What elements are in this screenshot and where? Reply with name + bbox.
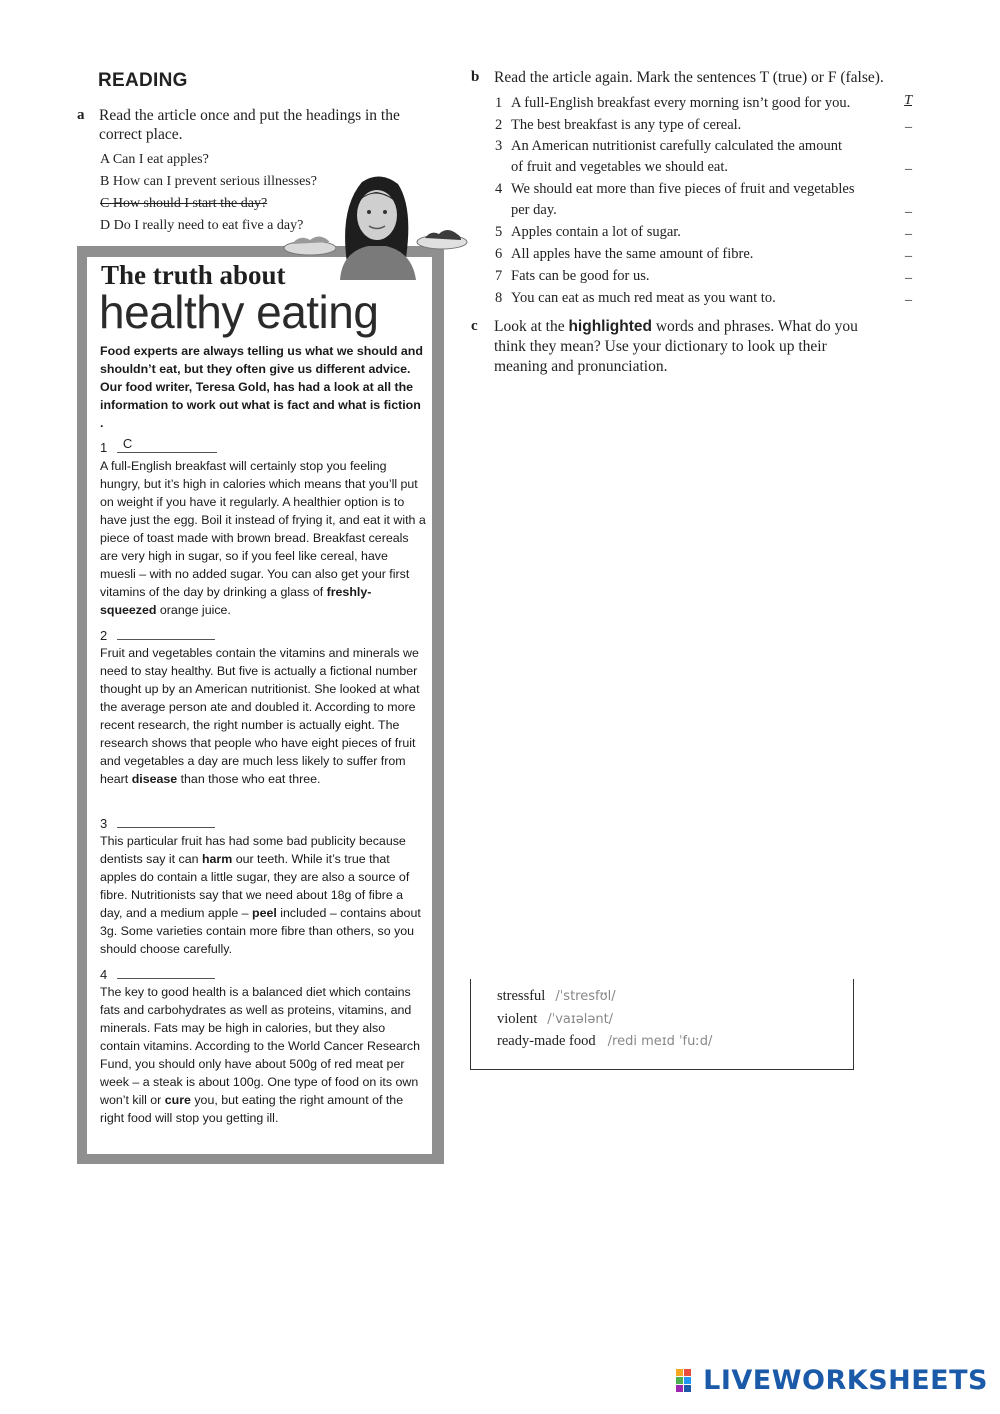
- highlighted-word: peel: [252, 906, 277, 920]
- statement-text: Apples contain a lot of sugar.: [511, 224, 681, 240]
- vocab-word: violent: [497, 1011, 538, 1027]
- section-2-heading: [100, 627, 215, 643]
- vocab-pronunciation: /ˈvaɪələnt/: [547, 1012, 614, 1027]
- heading-option-d: D Do I really need to eat five a day?: [100, 218, 304, 233]
- highlighted-word: harm: [201, 852, 233, 866]
- section-text: included – contains about 3g. Some varieties contain more fibre than others, so you should choose carefully.: [100, 906, 421, 956]
- statement-3: [495, 136, 842, 157]
- statement-text: A full-English breakfast every morning isn’t good for you.: [511, 95, 851, 111]
- liveworksheets-logo-text: LIVEWORKSHEETS: [703, 1365, 988, 1396]
- section-text: Fruit and vegetables contain the vitamins and minerals we need to stay healthy. But five is actually a fictional number thought up by an American nutritionist. She looked at what the average person ate and doubled it. According to more recent research, the right number is actually eight. The research shows that people who have eight pieces of fruit and vegetables a day are much less likely to suffer from heart: [100, 646, 420, 786]
- section-number: 1: [100, 440, 108, 455]
- vocab-entry-stressful: [497, 987, 616, 1005]
- question-b-instruction: Read the article again. Mark the sentences T (true) or F (false).: [494, 69, 884, 86]
- statement-4-cont: per day.: [511, 202, 557, 218]
- heading-blank[interactable]: [117, 815, 215, 828]
- statement-text: Fats can be good for us.: [511, 268, 650, 284]
- answer-field-7[interactable]: _: [905, 266, 912, 281]
- statement-3-cont: of fruit and vegetables we should eat.: [511, 159, 729, 175]
- answer-field-6[interactable]: _: [905, 244, 912, 259]
- highlighted-word: cure: [164, 1093, 191, 1107]
- statement-number: 7: [495, 268, 503, 284]
- statement-1: [495, 93, 850, 114]
- section-number: 2: [100, 628, 108, 643]
- statement-text: We should eat more than five pieces of fruit and vegetables: [511, 181, 855, 197]
- section-2-body: [100, 644, 426, 788]
- statement-4: [495, 179, 854, 200]
- heading-answer: C: [122, 436, 133, 451]
- question-c-line2: think they mean? Use your dictionary to look up their: [494, 338, 827, 355]
- statement-8: [495, 288, 776, 309]
- statement-6: [495, 244, 753, 265]
- answer-field-2[interactable]: _: [905, 115, 912, 130]
- vocab-pronunciation: /ˈstresfʊl/: [555, 989, 616, 1004]
- question-a-instruction: Read the article once and put the headings in the correct place.: [99, 107, 400, 143]
- liveworksheets-logo-icon: [676, 1369, 700, 1393]
- article-intro: Food experts are always telling us what we should and shouldn’t eat, but they often give us different advice. Our food writer, Teresa Gold, has had a look at all the information to work out what is fact and what is fiction .: [100, 344, 423, 430]
- question-c-line3: meaning and pronunciation.: [494, 358, 668, 375]
- section-1-heading: [100, 436, 217, 455]
- section-text: orange juice.: [156, 603, 231, 617]
- statement-text: An American nutritionist carefully calculated the amount: [511, 138, 842, 154]
- heading-option-c: C How should I start the day?: [100, 196, 268, 211]
- woman-with-food-photo: [280, 170, 470, 280]
- answer-field-1[interactable]: T: [904, 93, 912, 108]
- vocab-entry-violent: [497, 1010, 613, 1028]
- answer-field-8[interactable]: _: [905, 288, 912, 303]
- vocab-word: ready-made food: [497, 1033, 596, 1049]
- section-text: you, but eating the right amount of the right food will stop you getting ill.: [100, 1093, 404, 1125]
- vocab-pronunciation: /redi meɪd ˈfuːd/: [607, 1034, 713, 1049]
- statement-number: 1: [495, 95, 503, 111]
- statement-number: 6: [495, 246, 503, 262]
- question-b-letter: b: [471, 69, 480, 85]
- section-text: This particular fruit has had some bad publicity because dentists say it can: [100, 834, 406, 866]
- heading-blank[interactable]: [117, 966, 215, 979]
- statement-5: [495, 222, 681, 243]
- question-c-line1: [494, 317, 858, 336]
- section-heading: READING: [98, 70, 188, 91]
- statement-text: You can eat as much red meat as you want to.: [511, 290, 776, 306]
- answer-field-4[interactable]: _: [905, 200, 912, 215]
- question-c-text: words and phrases. What do you: [651, 318, 858, 335]
- statement-number: 8: [495, 290, 503, 306]
- statement-text: The best breakfast is any type of cereal.: [511, 117, 742, 133]
- liveworksheets-logo: [676, 1365, 988, 1396]
- statement-7: [495, 266, 650, 287]
- question-a-letter: a: [77, 107, 85, 123]
- section-4-body: [100, 983, 426, 1127]
- heading-blank[interactable]: [117, 627, 215, 640]
- statement-2: [495, 115, 741, 136]
- section-4-heading: [100, 966, 215, 982]
- answer-field-5[interactable]: _: [905, 222, 912, 237]
- heading-option-a: A Can I eat apples?: [100, 152, 209, 167]
- section-number: 4: [100, 967, 108, 982]
- vocab-word: stressful: [497, 988, 546, 1004]
- article-title-line2: healthy eating: [99, 286, 379, 338]
- statement-text: All apples have the same amount of fibre.: [511, 246, 754, 262]
- section-text: our teeth. While it’s true that apples do contain a little sugar, they are also a source of fibre. Nutritionists say that we need about 18g of fibre a day, and a medium apple –: [100, 852, 410, 920]
- statement-number: 4: [495, 181, 503, 197]
- statement-number: 3: [495, 138, 503, 154]
- section-3-body: [100, 832, 426, 958]
- highlighted-word: disease: [131, 772, 178, 786]
- section-text: The key to good health is a balanced diet which contains fats and carbohydrates as well as proteins, vitamins, and minerals. Fats may be high in calories, but they also contain vitamins. According to the World Cancer Research Fund, you should only have about 500g of red meat per week – a steak is about 100g. One type of food on its own won’t kill or: [100, 985, 421, 1107]
- section-1-body: [100, 457, 426, 619]
- question-c-text: Look at the: [494, 318, 569, 335]
- section-text: A full-English breakfast will certainly stop you feeling hungry, but it’s high in calories which means that you’ll put on weight if you have it regularly. A healthier option is to have just the egg. Boil it instead of frying it, and eat it with a piece of toast made with brown bread. Breakfast cereals are very high in sugar, so if you feel like cereal, have muesli – with no added sugar. You can also get your first vitamins of the day by drinking a glass of: [100, 459, 426, 599]
- vocab-entry-ready-made-food: [497, 1032, 712, 1050]
- statement-number: 5: [495, 224, 503, 240]
- statement-number: 2: [495, 117, 503, 133]
- heading-blank[interactable]: [117, 436, 217, 453]
- question-c-letter: c: [471, 318, 478, 334]
- section-text: than those who eat three.: [177, 772, 321, 786]
- heading-option-b: B How can I prevent serious illnesses?: [100, 174, 317, 189]
- highlighted-word: freshly-squeezed: [100, 585, 372, 617]
- section-3-heading: [100, 815, 215, 831]
- article-title-line1: The truth about: [101, 260, 286, 290]
- question-c-bold: highlighted: [568, 318, 652, 335]
- answer-field-3[interactable]: _: [905, 157, 912, 172]
- section-number: 3: [100, 816, 108, 831]
